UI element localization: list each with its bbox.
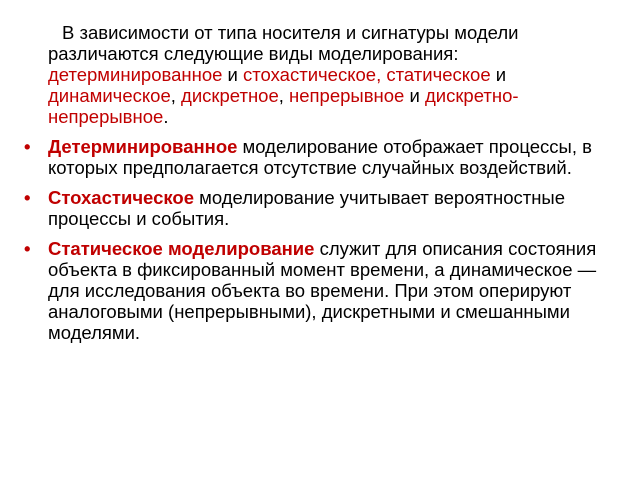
term-discrete-continuous: дискретно-непрерывное [48, 85, 519, 127]
bullet-text: моделирование отображает процессы, в которых предполагается отсутствие случайных воздействий. [48, 136, 592, 178]
term-stochastic-static: стохастическое, статическое [243, 64, 491, 85]
bullet-marker: • [24, 238, 31, 259]
term-deterministic: детерминированное [48, 64, 223, 85]
intro-text-6: и [404, 85, 425, 106]
intro-text-7: . [163, 106, 169, 127]
bullet-marker: • [24, 136, 31, 157]
intro-text-5: , [278, 85, 290, 106]
term-dynamic: динамическое [48, 85, 171, 106]
intro-text-3: и [490, 64, 507, 85]
bullet-text: моделирование учитывает вероятностные процессы и события. [48, 187, 566, 229]
bullet-item-deterministic [22, 136, 622, 178]
intro-paragraph [22, 22, 622, 127]
bullet-text: служит для описания состояния объекта в фиксированный момент времени, а динамическое — для исследования объекта во времени. При этом оперируют аналоговыми (непрерывными), дискретными и смешанными моделями. [48, 238, 597, 343]
slide-body [22, 22, 622, 352]
bullet-item-stochastic [22, 187, 622, 229]
intro-text-1: В зависимости от типа носителя и сигнатуры модели различаются следующие виды моделирования: [48, 22, 519, 64]
bullet-term: Стохастическое [48, 187, 194, 208]
bullet-marker: • [24, 187, 31, 208]
bullet-term: Детерминированное [48, 136, 238, 157]
intro-text-4: , [170, 85, 182, 106]
term-discrete: дискретное [181, 85, 279, 106]
intro-text-2: и [222, 64, 244, 85]
term-continuous: непрерывное [289, 85, 405, 106]
bullet-term: Статическое моделирование [48, 238, 315, 259]
bullet-item-static [22, 238, 622, 343]
